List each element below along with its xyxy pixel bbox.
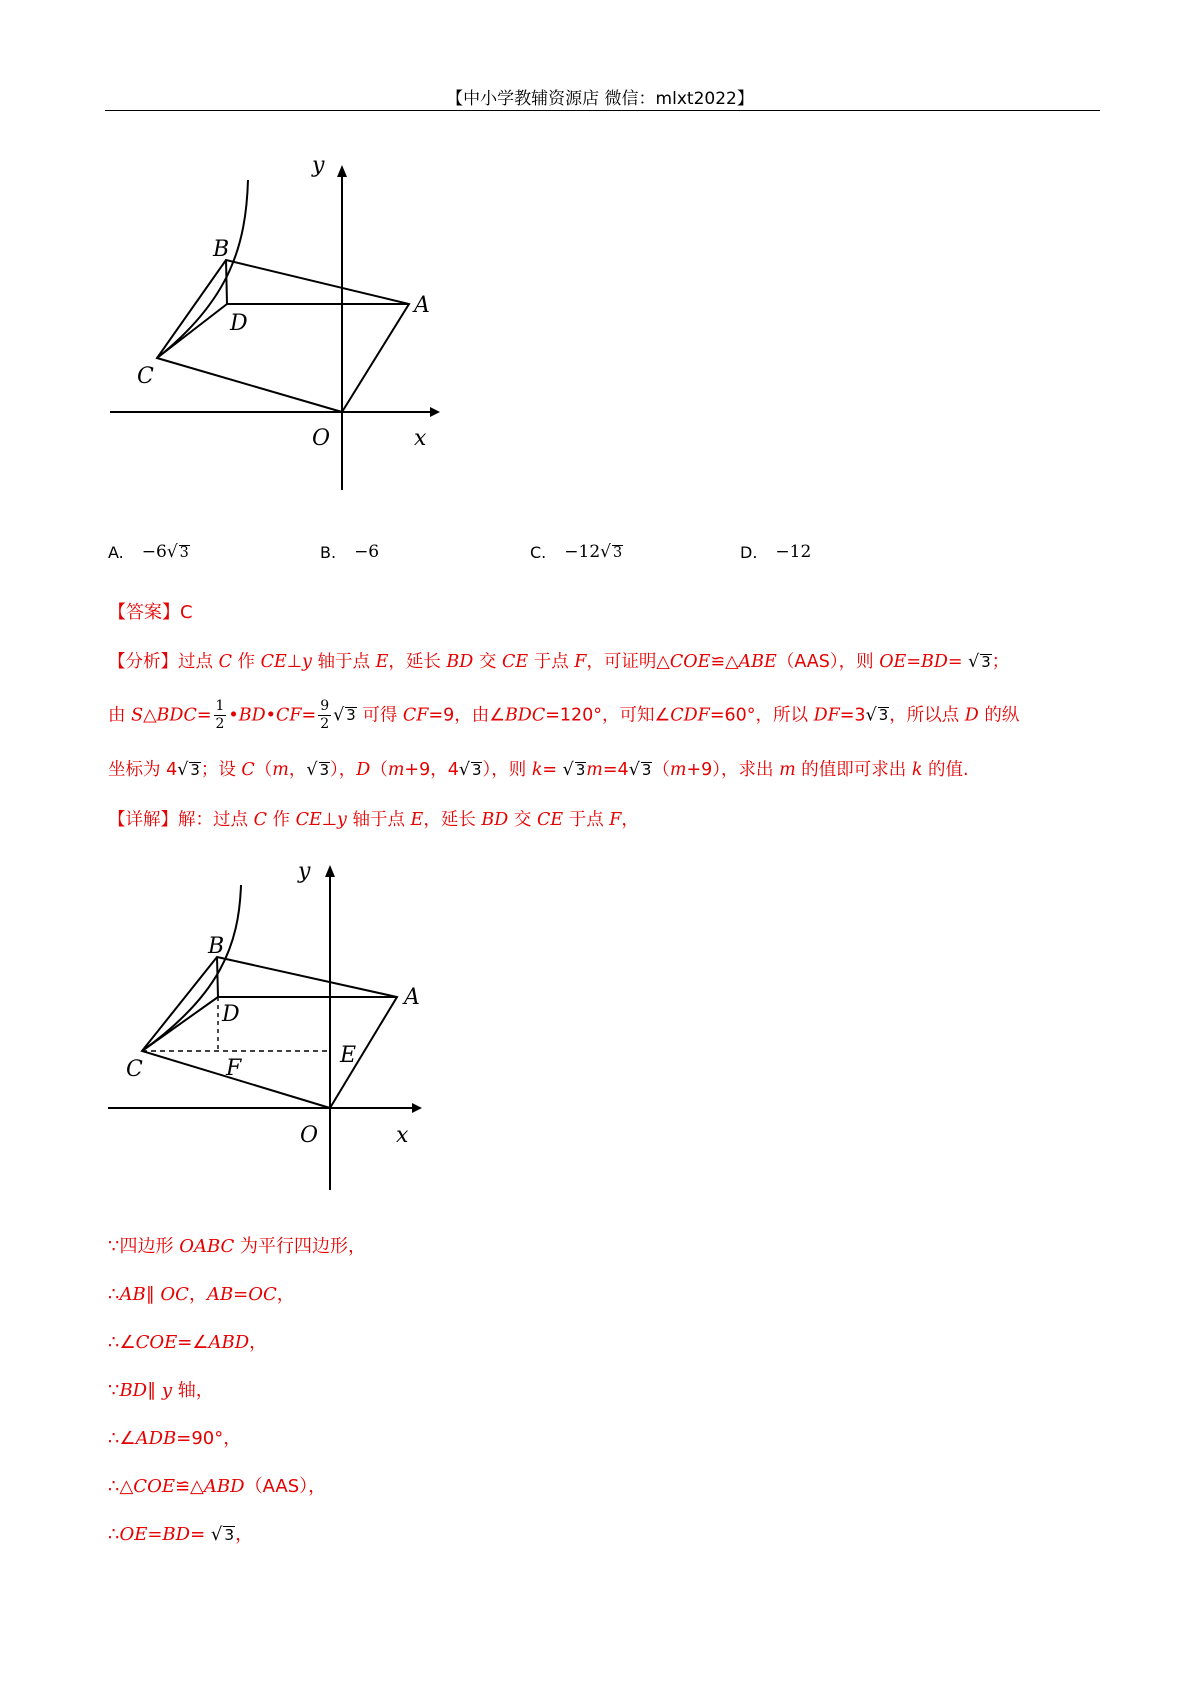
text-fragment: （AAS）， — [244, 1476, 327, 1497]
label-d: D — [230, 311, 248, 336]
text-fragment: −12 — [564, 542, 601, 562]
header-rule — [105, 110, 1100, 111]
text-fragment: 交 — [508, 810, 537, 830]
text-fragment: 坐标为 4 — [108, 760, 178, 780]
text-fragment: 交 — [473, 652, 502, 672]
choice-c[interactable]: C. −12 √ 3 — [530, 542, 623, 562]
text-fragment: ∴ — [108, 1524, 120, 1545]
text-fragment: BDC — [156, 705, 197, 726]
text-fragment: −6 — [141, 542, 167, 562]
text-fragment: ，延长 — [423, 810, 482, 830]
text-fragment: BD — [238, 705, 266, 726]
text-fragment: ，延长 — [388, 652, 447, 672]
text-fragment: 作 — [266, 810, 296, 830]
text-fragment: AB=OC — [206, 1284, 277, 1305]
answer-choices — [108, 542, 1008, 572]
text-fragment: 四边形 — [119, 1236, 180, 1257]
text-fragment: COE — [133, 1476, 175, 1497]
text-fragment: ∵ — [108, 1380, 120, 1401]
text-fragment: ；设 — [200, 760, 242, 780]
text-fragment: ， — [276, 1284, 295, 1305]
text-fragment: 1 — [215, 698, 225, 714]
text-fragment: 3 — [346, 706, 356, 725]
text-fragment: ABD — [203, 1476, 245, 1497]
text-fragment: 3 — [613, 545, 623, 561]
text-fragment: 2 — [320, 715, 330, 732]
text-fragment: 轴， — [172, 1380, 214, 1401]
text-fragment: • — [228, 705, 239, 726]
text-fragment: S — [131, 705, 144, 726]
text-fragment: （ — [254, 760, 273, 780]
text-fragment: E — [410, 810, 424, 830]
text-fragment: 作 — [231, 652, 261, 672]
label-f: F — [226, 1056, 242, 1081]
text-fragment: OE=BD — [119, 1524, 191, 1545]
text-fragment: ， — [288, 760, 307, 780]
text-fragment: 3 — [981, 653, 991, 671]
segment-bd — [226, 260, 227, 304]
text-fragment: m — [779, 760, 796, 780]
text-fragment: ∠ — [119, 1428, 136, 1449]
text-fragment: △ — [143, 705, 157, 726]
text-fragment: = — [190, 1524, 211, 1545]
text-fragment: ， — [188, 1284, 207, 1305]
label-c: C — [137, 364, 154, 389]
label-x: x — [414, 426, 427, 451]
y-axis-arrow — [325, 865, 335, 877]
text-fragment: y — [161, 1380, 173, 1401]
label-a: A — [404, 985, 420, 1010]
text-fragment: D — [964, 705, 979, 726]
text-fragment: BD — [446, 652, 474, 672]
text-fragment: • — [265, 705, 276, 726]
page-header: 【中小学教辅资源店 微信：mlxt2022】 — [446, 89, 754, 109]
analysis-line-1: 【分析】过点 C 作 CE⊥y 轴于点 E，延长 BD 交 CE 于点 F，可证明△COE≌△ABE（AAS），则 OE=BD= √ 3； — [108, 652, 1010, 672]
text-fragment: ， — [235, 1524, 254, 1545]
text-fragment: BD — [119, 1380, 148, 1401]
text-fragment: A. — [108, 542, 124, 562]
text-fragment: 3 — [641, 761, 652, 779]
text-fragment: 过点 — [178, 652, 219, 672]
parallelogram-oabc — [142, 957, 397, 1108]
text-fragment: OABC — [179, 1236, 235, 1257]
text-fragment: 由 — [108, 705, 132, 726]
text-fragment: E — [375, 652, 389, 672]
text-fragment: 3 — [472, 761, 482, 779]
text-fragment: +9，4 — [404, 760, 459, 780]
text-fragment: 3 — [190, 761, 200, 779]
text-fragment: COE — [669, 652, 711, 672]
text-fragment: （ — [652, 760, 670, 780]
text-fragment: 3 — [224, 1526, 235, 1544]
analysis-line-2: 由 S△BDC= $\frac{1}{2}$ •BD•CF= $\frac{9}{2}$ √ 3 可得 CF=9，由∠BDC=120°，可知∠CDF=60°，所以 DF=3√ 3，所以点 D 的纵 — [108, 698, 1020, 732]
text-fragment: 【详解】 — [108, 810, 178, 830]
text-fragment: 的值即可求出 — [795, 760, 912, 780]
text-fragment: = — [196, 705, 212, 726]
text-fragment: 3 — [878, 706, 889, 725]
text-fragment: 【答案】 — [108, 602, 180, 623]
text-fragment: 3 — [319, 761, 330, 779]
label-b: B — [213, 237, 230, 262]
text-fragment: CF — [275, 705, 302, 726]
text-fragment: k — [531, 760, 543, 780]
text-fragment: 的值. — [922, 760, 969, 780]
text-fragment: C — [218, 652, 232, 672]
text-fragment: ）， — [330, 760, 357, 780]
text-fragment: COE — [135, 1332, 178, 1353]
text-fragment: 解：过点 — [178, 810, 254, 830]
text-fragment: ），则 — [482, 760, 532, 780]
text-fragment: 于点 — [563, 810, 610, 830]
text-fragment: B. — [320, 542, 337, 562]
text-fragment: ，所以点 — [889, 705, 965, 726]
text-fragment: = — [301, 705, 317, 726]
step-2 — [108, 1280, 295, 1306]
text-fragment: = — [542, 760, 563, 780]
step-1 — [108, 1232, 366, 1258]
text-fragment: F — [609, 810, 622, 830]
text-fragment: C — [253, 810, 267, 830]
text-fragment: CE — [295, 810, 322, 830]
text-fragment: =4 — [602, 760, 629, 780]
text-fragment: 3 — [575, 761, 586, 779]
text-fragment: CF — [402, 705, 429, 726]
parallelogram-oabc — [157, 260, 409, 412]
text-fragment: 于点 — [528, 652, 575, 672]
text-fragment: =120°，可知∠ — [545, 705, 671, 726]
label-y: y — [312, 153, 325, 178]
text-fragment: −12 — [775, 542, 812, 562]
text-fragment: 9 — [320, 698, 330, 714]
text-fragment: ， — [249, 1332, 268, 1353]
text-fragment: △ — [119, 1476, 134, 1497]
text-fragment: +9），求出 — [686, 760, 780, 780]
label-d: D — [222, 1002, 240, 1027]
answer-line — [108, 598, 193, 624]
text-fragment: =3 — [839, 705, 866, 726]
step-6 — [108, 1472, 326, 1498]
choice-b[interactable] — [320, 542, 379, 562]
text-fragment: 轴于点 — [311, 652, 376, 672]
label-a: A — [414, 293, 430, 318]
text-fragment: BD — [481, 810, 509, 830]
text-fragment: ⊥ — [286, 652, 303, 672]
text-fragment: ∵ — [108, 1236, 120, 1257]
text-fragment: ； — [991, 652, 1010, 672]
label-x: x — [396, 1123, 409, 1148]
text-fragment: =9，由∠ — [428, 705, 505, 726]
text-fragment: DF — [813, 705, 840, 726]
y-axis-arrow — [337, 165, 347, 177]
text-fragment: CDF — [670, 705, 710, 726]
text-fragment: ， — [621, 810, 639, 830]
text-fragment: CE — [260, 652, 287, 672]
label-y: y — [298, 859, 311, 884]
detail-line — [108, 806, 639, 831]
text-fragment: ∴ — [108, 1476, 120, 1497]
label-o: O — [300, 1123, 319, 1148]
x-axis-arrow — [430, 407, 440, 417]
text-fragment: C. — [530, 542, 547, 562]
text-fragment: m — [272, 760, 289, 780]
text-fragment: D. — [740, 542, 758, 562]
text-fragment: ABD — [208, 1332, 250, 1353]
step-5 — [108, 1424, 241, 1450]
text-fragment: ≌△ — [174, 1476, 204, 1497]
text-fragment: k — [911, 760, 923, 780]
text-fragment: ≌△ — [710, 652, 739, 672]
label-c: C — [126, 1057, 143, 1082]
text-fragment: ∠ — [119, 1332, 136, 1353]
text-fragment: m — [586, 760, 603, 780]
text-fragment: y — [337, 810, 347, 830]
figure-1 — [100, 150, 460, 510]
text-fragment: −6 — [354, 542, 380, 562]
label-e: E — [340, 1043, 357, 1068]
text-fragment: CE — [536, 810, 564, 830]
text-fragment: y — [302, 652, 312, 672]
text-fragment: （AAS），则 — [776, 652, 880, 672]
text-fragment: 为平行四边形， — [234, 1236, 367, 1257]
text-fragment: CE — [501, 652, 529, 672]
text-fragment: 的纵 — [978, 705, 1020, 726]
text-fragment: 轴于点 — [346, 810, 411, 830]
choice-d[interactable] — [740, 542, 811, 562]
segment-bd — [217, 957, 218, 997]
text-fragment: 可得 — [356, 705, 403, 726]
text-fragment: OE — [879, 652, 907, 672]
text-fragment: ∥ — [145, 1284, 161, 1305]
text-fragment: =BD= — [906, 652, 969, 672]
text-fragment: =∠ — [177, 1332, 209, 1353]
text-fragment: 【分析】 — [108, 652, 178, 672]
text-fragment: 3 — [179, 545, 189, 561]
text-fragment: BDC — [504, 705, 546, 726]
text-fragment: ADB — [135, 1428, 177, 1449]
text-fragment: =60°，所以 — [709, 705, 814, 726]
text-fragment: ∴ — [108, 1332, 120, 1353]
text-fragment: ，可证明△ — [586, 652, 670, 672]
step-7: ∴OE=BD= √ 3， — [108, 1524, 254, 1545]
step-4 — [108, 1376, 214, 1402]
label-o: O — [312, 426, 331, 451]
text-fragment: ∴ — [108, 1428, 120, 1449]
text-fragment: =90°， — [176, 1428, 242, 1449]
text-fragment: ⊥ — [321, 810, 338, 830]
text-fragment: ∴ — [108, 1284, 120, 1305]
text-fragment: OC — [160, 1284, 189, 1305]
text-fragment: ∥ — [147, 1380, 162, 1401]
analysis-line-3: 坐标为 4√ 3；设 C（m，√ 3），D（m+9，4√ 3），则 k= √ 3m=4√ 3（m+9），求出 m 的值即可求出 k 的值. — [108, 760, 969, 780]
text-fragment: m — [387, 760, 405, 780]
step-3 — [108, 1328, 267, 1354]
text-fragment: D — [356, 760, 371, 780]
text-fragment: 2 — [215, 715, 225, 732]
text-fragment: AB — [119, 1284, 146, 1305]
text-fragment: ABE — [738, 652, 777, 672]
text-fragment: m — [669, 760, 687, 780]
label-b: B — [208, 934, 225, 959]
text-fragment: C — [241, 760, 255, 780]
choice-a[interactable]: A. −6 √ 3 — [108, 542, 189, 562]
text-fragment: C — [180, 602, 193, 623]
figure-2 — [100, 850, 460, 1200]
text-fragment: （ — [370, 760, 388, 780]
text-fragment: F — [574, 652, 587, 672]
x-axis-arrow — [412, 1103, 422, 1113]
